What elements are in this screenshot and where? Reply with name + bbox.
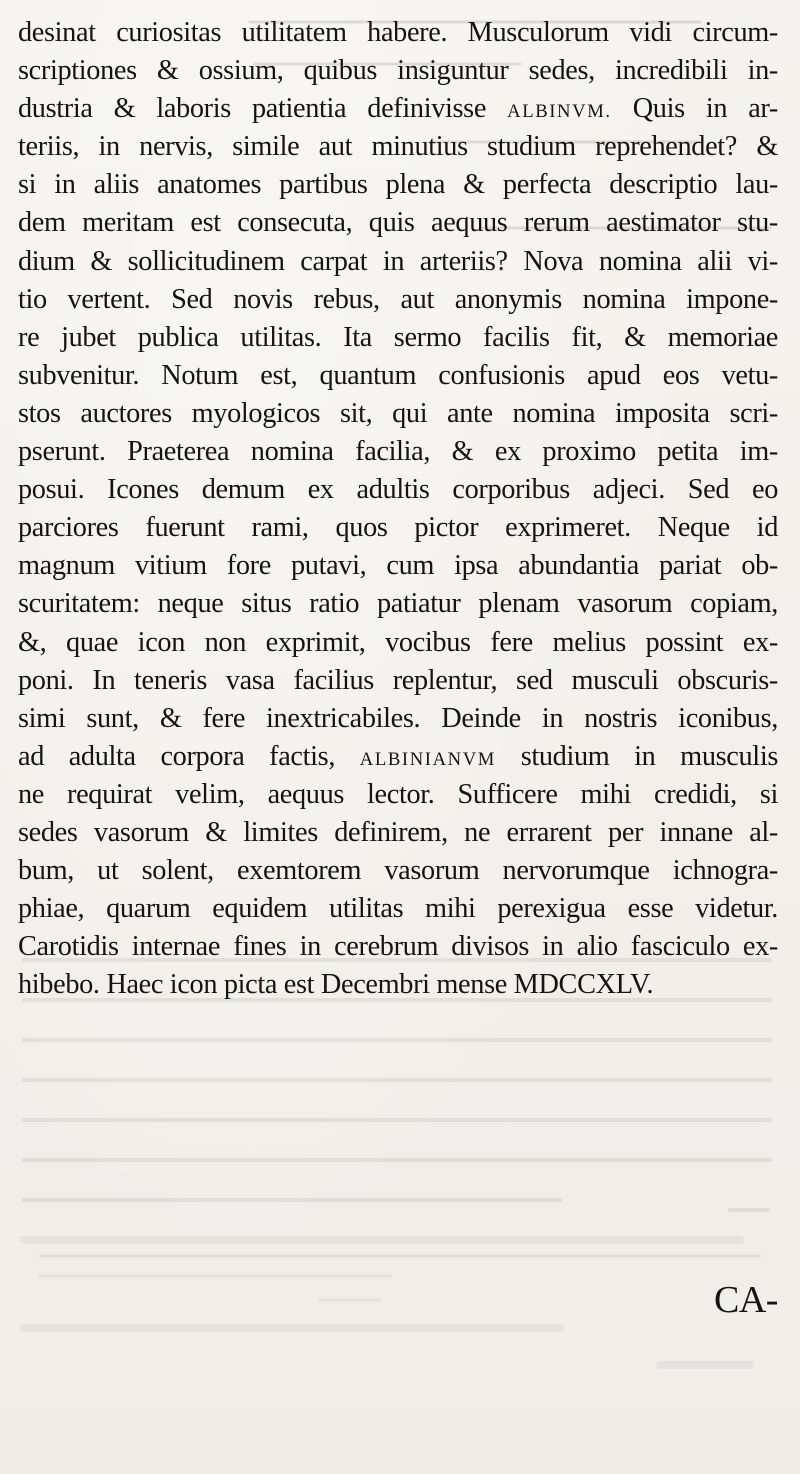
text-line	[18, 547, 778, 585]
text-line	[18, 128, 778, 166]
text-line	[18, 243, 778, 281]
text-line	[18, 357, 778, 395]
text-line	[18, 852, 778, 890]
text-line	[18, 890, 778, 928]
text-line	[18, 433, 778, 471]
text-line-segment: scuritatem: neque situs ratio patiatur plenam vasorum copiam,	[18, 588, 778, 620]
text-line-segment: posui. Icones demum ex adultis corporibus adjeci. Sed eo	[18, 474, 778, 506]
text-line-segment: poni. In teneris vasa facilius replentur, sed musculi obscuris-	[18, 664, 778, 696]
text-line-segment: stos auctores myologicos sit, qui ante nomina imposita scri-	[18, 397, 778, 429]
text-line-segment: studium in musculis	[495, 740, 778, 772]
text-line-segment: sedes vasorum & limites definirem, ne errarent per innane al-	[18, 816, 778, 848]
text-line	[18, 928, 778, 966]
text-line-segment: dium & sollicitudinem carpat in arteriis? Nova nomina alii vi-	[18, 245, 778, 277]
text-line-segment: phiae, quarum equidem utilitas mihi perexigua esse videtur.	[18, 893, 778, 925]
text-line-segment: magnum vitium fore putavi, cum ipsa abundantia pariat ob-	[18, 550, 778, 582]
small-caps-name: ALBINIANVM	[359, 748, 496, 770]
text-line-segment: dustria & laboris patientia definivisse	[18, 93, 508, 125]
text-line	[18, 14, 778, 52]
text-line-segment: si in aliis anatomes partibus plena & perfecta descriptio lau-	[18, 169, 778, 201]
text-line	[18, 281, 778, 319]
text-line-segment: simi sunt, & fere inextricabiles. Deinde in nostris iconibus,	[18, 702, 778, 734]
text-line-segment: desinat curiositas utilitatem habere. Musculorum vidi circum-	[18, 17, 778, 48]
text-line	[18, 509, 778, 547]
text-line	[18, 738, 778, 776]
text-line-segment: &, quae icon non exprimit, vocibus fere melius possint ex-	[18, 626, 778, 658]
text-line-segment: parciores fuerunt rami, quos pictor exprimeret. Neque id	[18, 512, 778, 544]
text-line	[18, 90, 778, 128]
small-caps-name: ALBINVM.	[507, 101, 612, 123]
text-line	[18, 814, 778, 852]
text-line	[18, 204, 778, 242]
text-line-segment: hibebo. Haec icon picta est Decembri mense MDCCXLV.	[18, 969, 654, 1001]
text-line-segment: re jubet publica utilitas. Ita sermo facilis fit, & memoriae	[18, 321, 778, 353]
text-line	[18, 471, 778, 509]
text-line	[18, 166, 778, 204]
text-line-segment: ne requirat velim, aequus lector. Sufficere mihi credidi, si	[18, 778, 778, 810]
text-line-segment: Carotidis internae fines in cerebrum divisos in alio fasciculo ex-	[18, 931, 778, 963]
text-line-segment: dem meritam est consecuta, quis aequus rerum aestimator stu-	[18, 207, 778, 239]
text-line-segment: subvenitur. Notum est, quantum confusionis apud eos vetu-	[18, 359, 778, 391]
text-line-segment: tio vertent. Sed novis rebus, aut anonymis nomina impone-	[18, 283, 778, 315]
text-line-segment: teriis, in nervis, simile aut minutius studium reprehendet? &	[18, 131, 778, 163]
text-line-segment: scriptiones & ossium, quibus insiguntur sedes, incredibili in-	[18, 55, 778, 87]
text-line-segment: ad adulta corpora factis,	[18, 740, 360, 772]
text-line-segment: Quis in ar-	[611, 93, 778, 125]
catchword: CA-	[714, 1279, 778, 1321]
text-line	[18, 700, 778, 738]
text-line	[18, 319, 778, 357]
text-line	[18, 966, 778, 1004]
text-line	[18, 585, 778, 623]
body-text	[18, 14, 778, 1004]
text-line-segment: pserunt. Praeterea nomina facilia, & ex proximo petita im-	[18, 436, 778, 468]
text-line	[18, 395, 778, 433]
text-line	[18, 52, 778, 90]
text-line	[18, 624, 778, 662]
text-line-segment: bum, ut solent, exemtorem vasorum nervorumque ichnogra-	[18, 855, 778, 887]
text-line	[18, 662, 778, 700]
text-line	[18, 776, 778, 814]
